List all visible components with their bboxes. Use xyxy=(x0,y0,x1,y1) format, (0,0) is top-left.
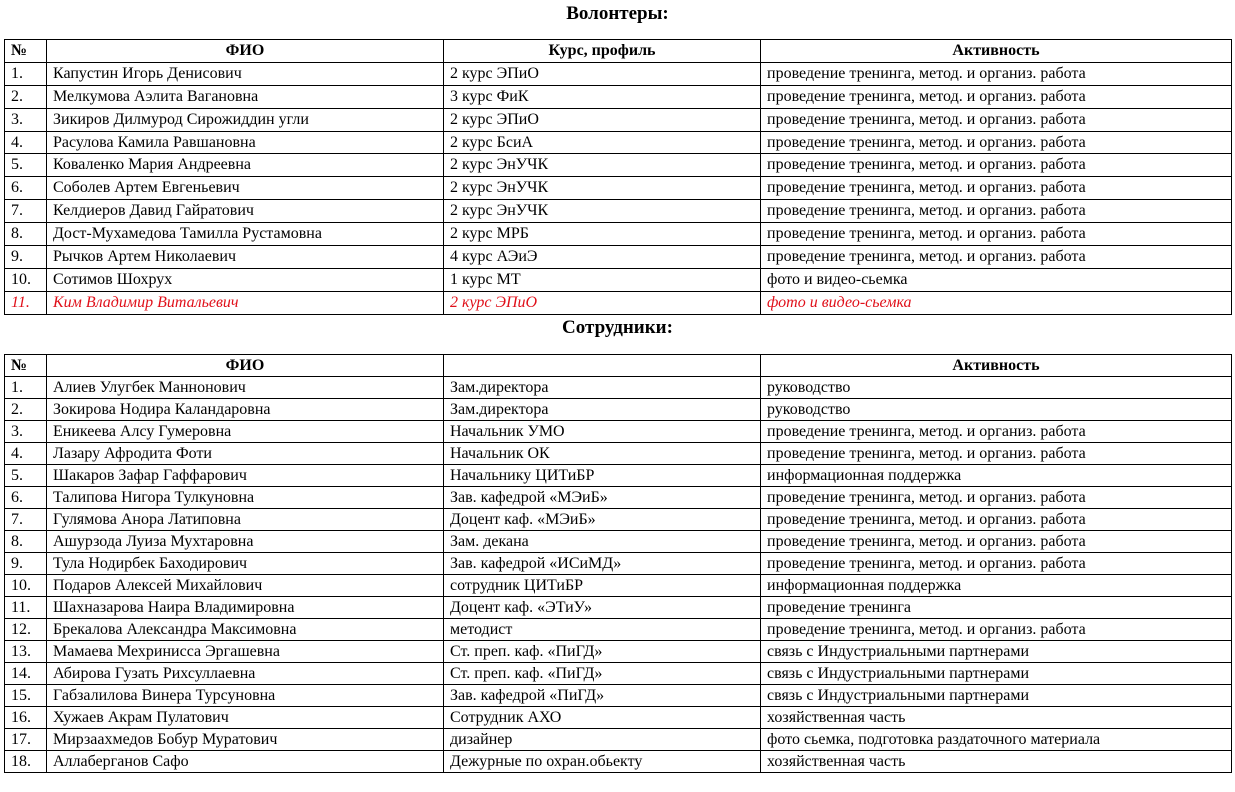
cell-position: Дежурные по охран.обьекту xyxy=(444,751,761,773)
cell-activity: руководство xyxy=(761,399,1232,421)
table-row xyxy=(5,85,1232,108)
cell-position: Ст. преп. каф. «ПиГД» xyxy=(444,663,761,685)
cell-name: Зокирова Нодира Каландаровна xyxy=(47,399,444,421)
table-row xyxy=(5,154,1232,177)
table-row xyxy=(5,465,1232,487)
cell-num: 10. xyxy=(5,268,47,291)
cell-num: 10. xyxy=(5,575,47,597)
cell-position: Зам.директора xyxy=(444,399,761,421)
table-row xyxy=(5,751,1232,773)
cell-num: 14. xyxy=(5,663,47,685)
table-row xyxy=(5,729,1232,751)
table-row xyxy=(5,223,1232,246)
table-row xyxy=(5,246,1232,269)
cell-num: 11. xyxy=(5,597,47,619)
cell-num: 2. xyxy=(5,399,47,421)
cell-num: 1. xyxy=(5,62,47,85)
staff-title: Сотрудники: xyxy=(562,317,673,338)
cell-activity: проведение тренинга, метод. и организ. работа xyxy=(761,443,1232,465)
cell-num: 6. xyxy=(5,487,47,509)
cell-activity: руководство xyxy=(761,377,1232,399)
cell-num: 18. xyxy=(5,751,47,773)
cell-activity: информационная поддержка xyxy=(761,465,1232,487)
cell-num: 3. xyxy=(5,108,47,131)
cell-num: 7. xyxy=(5,200,47,223)
cell-activity: проведение тренинга, метод. и организ. работа xyxy=(761,177,1232,200)
cell-num: 13. xyxy=(5,641,47,663)
column-header-activity: Активность xyxy=(761,355,1232,377)
cell-name: Коваленко Мария Андреевна xyxy=(47,154,444,177)
volunteers-table-body xyxy=(5,62,1232,314)
cell-num: 8. xyxy=(5,531,47,553)
cell-name: Мамаева Мехринисса Эргашевна xyxy=(47,641,444,663)
cell-activity: информационная поддержка xyxy=(761,575,1232,597)
cell-num: 2. xyxy=(5,85,47,108)
cell-course: 4 курс АЭиЭ xyxy=(444,246,761,269)
cell-num: 9. xyxy=(5,553,47,575)
staff-table-body xyxy=(5,377,1232,773)
cell-num: 3. xyxy=(5,421,47,443)
table-row xyxy=(5,575,1232,597)
cell-position: Зав. кафедрой «ИСиМД» xyxy=(444,553,761,575)
cell-position: методист xyxy=(444,619,761,641)
cell-activity: проведение тренинга, метод. и организ. работа xyxy=(761,108,1232,131)
cell-activity: проведение тренинга, метод. и организ. работа xyxy=(761,85,1232,108)
cell-position: дизайнер xyxy=(444,729,761,751)
cell-activity: проведение тренинга, метод. и организ. работа xyxy=(761,200,1232,223)
cell-activity: фото сьемка, подготовка раздаточного материала xyxy=(761,729,1232,751)
table-row xyxy=(5,291,1232,314)
cell-name: Еникеева Алсу Гумеровна xyxy=(47,421,444,443)
cell-position: сотрудник ЦИТиБР xyxy=(444,575,761,597)
cell-position: Сотрудник АХО xyxy=(444,707,761,729)
cell-name: Соболев Артем Евгеньевич xyxy=(47,177,444,200)
cell-activity: хозяйственная часть xyxy=(761,707,1232,729)
cell-position: Зам. декана xyxy=(444,531,761,553)
cell-activity: проведение тренинга, метод. и организ. работа xyxy=(761,223,1232,246)
cell-name: Хужаев Акрам Пулатович xyxy=(47,707,444,729)
cell-name: Габзалилова Винера Турсуновна xyxy=(47,685,444,707)
cell-position: Начальник УМО xyxy=(444,421,761,443)
cell-num: 7. xyxy=(5,509,47,531)
cell-name: Рычков Артем Николаевич xyxy=(47,246,444,269)
table-header-row xyxy=(5,40,1232,63)
cell-position: Ст. преп. каф. «ПиГД» xyxy=(444,641,761,663)
cell-activity: проведение тренинга, метод. и организ. работа xyxy=(761,619,1232,641)
cell-name: Мелкумова Аэлита Вагановна xyxy=(47,85,444,108)
cell-activity: хозяйственная часть xyxy=(761,751,1232,773)
table-row xyxy=(5,399,1232,421)
cell-num: 6. xyxy=(5,177,47,200)
cell-name: Шакаров Зафар Гаффарович xyxy=(47,465,444,487)
cell-position: Зав. кафедрой «ПиГД» xyxy=(444,685,761,707)
table-row xyxy=(5,200,1232,223)
cell-course: 3 курс ФиК xyxy=(444,85,761,108)
cell-name: Мирзаахмедов Бобур Муратович xyxy=(47,729,444,751)
cell-num: 1. xyxy=(5,377,47,399)
column-header-course: Курс, профиль xyxy=(444,40,761,63)
cell-activity: проведение тренинга, метод. и организ. работа xyxy=(761,62,1232,85)
cell-position: Зам.директора xyxy=(444,377,761,399)
table-row xyxy=(5,619,1232,641)
cell-name: Лазару Афродита Фоти xyxy=(47,443,444,465)
volunteers-table xyxy=(4,39,1232,315)
cell-name: Зикиров Дилмурод Сирожиддин угли xyxy=(47,108,444,131)
cell-activity: проведение тренинга xyxy=(761,597,1232,619)
cell-activity: фото и видео-сьемка xyxy=(761,291,1232,314)
cell-course: 2 курс ЭнУЧК xyxy=(444,200,761,223)
cell-activity: проведение тренинга, метод. и организ. работа xyxy=(761,131,1232,154)
cell-num: 9. xyxy=(5,246,47,269)
cell-num: 11. xyxy=(5,291,47,314)
cell-position: Начальник ОК xyxy=(444,443,761,465)
table-row xyxy=(5,509,1232,531)
cell-activity: проведение тренинга, метод. и организ. работа xyxy=(761,553,1232,575)
cell-course: 2 курс МРБ xyxy=(444,223,761,246)
cell-activity: связь с Индустриальными партнерами xyxy=(761,641,1232,663)
table-row xyxy=(5,108,1232,131)
cell-name: Расулова Камила Равшановна xyxy=(47,131,444,154)
table-row xyxy=(5,641,1232,663)
table-row xyxy=(5,685,1232,707)
cell-name: Капустин Игорь Денисович xyxy=(47,62,444,85)
cell-num: 4. xyxy=(5,443,47,465)
table-header-row xyxy=(5,355,1232,377)
table-row xyxy=(5,421,1232,443)
cell-num: 4. xyxy=(5,131,47,154)
cell-num: 5. xyxy=(5,465,47,487)
cell-num: 12. xyxy=(5,619,47,641)
cell-name: Ким Владимир Витальевич xyxy=(47,291,444,314)
staff-table xyxy=(4,354,1232,773)
table-row xyxy=(5,131,1232,154)
cell-num: 17. xyxy=(5,729,47,751)
cell-course: 1 курс МТ xyxy=(444,268,761,291)
cell-course: 2 курс БсиА xyxy=(444,131,761,154)
cell-name: Сотимов Шохрух xyxy=(47,268,444,291)
table-row xyxy=(5,707,1232,729)
table-row xyxy=(5,553,1232,575)
cell-name: Гулямова Анора Латиповна xyxy=(47,509,444,531)
column-header-position xyxy=(444,355,761,377)
cell-activity: фото и видео-сьемка xyxy=(761,268,1232,291)
table-row xyxy=(5,663,1232,685)
cell-activity: проведение тренинга, метод. и организ. работа xyxy=(761,421,1232,443)
cell-position: Начальнику ЦИТиБР xyxy=(444,465,761,487)
table-row xyxy=(5,531,1232,553)
column-header-num: № xyxy=(5,355,47,377)
cell-activity: проведение тренинга, метод. и организ. работа xyxy=(761,154,1232,177)
cell-num: 16. xyxy=(5,707,47,729)
cell-activity: проведение тренинга, метод. и организ. работа xyxy=(761,509,1232,531)
cell-course: 2 курс ЭнУЧК xyxy=(444,177,761,200)
cell-name: Брекалова Александра Максимовна xyxy=(47,619,444,641)
cell-activity: связь с Индустриальными партнерами xyxy=(761,685,1232,707)
cell-activity: связь с Индустриальными партнерами xyxy=(761,663,1232,685)
table-row xyxy=(5,377,1232,399)
table-row xyxy=(5,177,1232,200)
cell-course: 2 курс ЭПиО xyxy=(444,291,761,314)
cell-position: Доцент каф. «МЭиБ» xyxy=(444,509,761,531)
column-header-num: № xyxy=(5,40,47,63)
volunteers-title: Волонтеры: xyxy=(566,3,669,24)
column-header-name: ФИО xyxy=(47,355,444,377)
column-header-name: ФИО xyxy=(47,40,444,63)
cell-position: Доцент каф. «ЭТиУ» xyxy=(444,597,761,619)
cell-position: Зав. кафедрой «МЭиБ» xyxy=(444,487,761,509)
cell-name: Подаров Алексей Михайлович xyxy=(47,575,444,597)
cell-num: 15. xyxy=(5,685,47,707)
table-row xyxy=(5,443,1232,465)
table-row xyxy=(5,487,1232,509)
cell-course: 2 курс ЭПиО xyxy=(444,108,761,131)
cell-activity: проведение тренинга, метод. и организ. работа xyxy=(761,531,1232,553)
cell-name: Келдиеров Давид Гайратович xyxy=(47,200,444,223)
cell-name: Тула Нодирбек Баходирович xyxy=(47,553,444,575)
cell-activity: проведение тренинга, метод. и организ. работа xyxy=(761,487,1232,509)
cell-num: 5. xyxy=(5,154,47,177)
cell-course: 2 курс ЭПиО xyxy=(444,62,761,85)
table-row xyxy=(5,268,1232,291)
cell-name: Абирова Гузать Рихсуллаевна xyxy=(47,663,444,685)
cell-name: Ашурзода Луиза Мухтаровна xyxy=(47,531,444,553)
column-header-activity: Активность xyxy=(761,40,1232,63)
cell-name: Талипова Нигора Тулкуновна xyxy=(47,487,444,509)
cell-name: Аллаберганов Сафо xyxy=(47,751,444,773)
cell-name: Дост-Мухамедова Тамилла Рустамовна xyxy=(47,223,444,246)
table-row xyxy=(5,597,1232,619)
cell-name: Шахназарова Наира Владимировна xyxy=(47,597,444,619)
cell-name: Алиев Улугбек Маннонович xyxy=(47,377,444,399)
table-row xyxy=(5,62,1232,85)
cell-course: 2 курс ЭнУЧК xyxy=(444,154,761,177)
cell-activity: проведение тренинга, метод. и организ. работа xyxy=(761,246,1232,269)
cell-num: 8. xyxy=(5,223,47,246)
